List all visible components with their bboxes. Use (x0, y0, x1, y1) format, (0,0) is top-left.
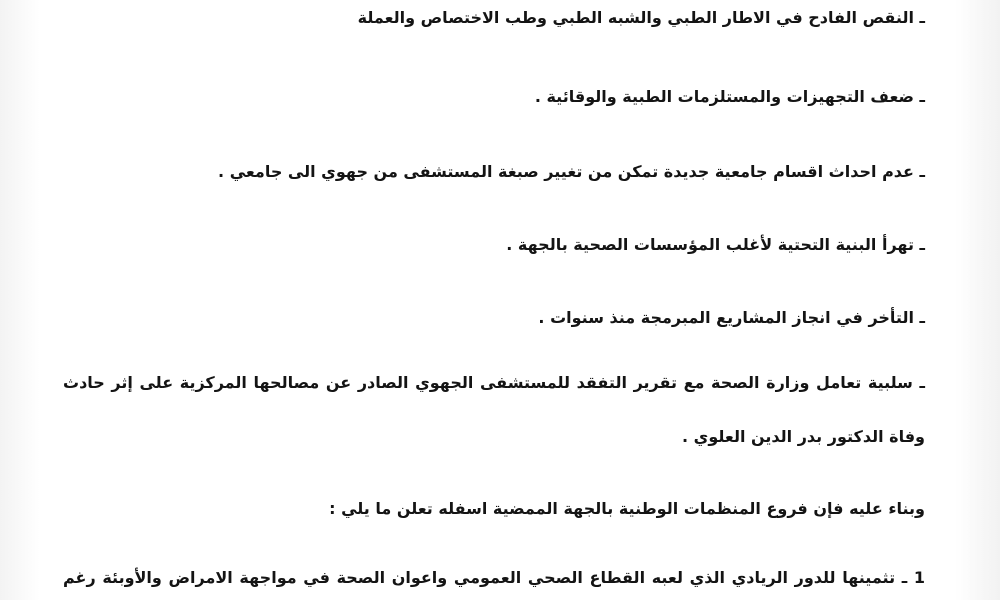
text-line-6: ـ سلبية تعامل وزارة الصحة مع تقرير التفقد للمستشفى الجهوي الصادر عن مصالحها المركزية على إثر حادث (63, 373, 925, 392)
text-line-7: وفاة الدكتور بدر الدين العلوي . (682, 427, 925, 446)
text-line-8: وبناء عليه فإن فروع المنظمات الوطنية بالجهة الممضية اسفله تعلن ما يلي : (329, 499, 925, 518)
text-line-5: ـ التأخر في انجاز المشاريع المبرمجة منذ سنوات . (538, 308, 925, 327)
text-line-9: 1 ـ تثمينها للدور الريادي الذي لعبه القطاع الصحي العمومي واعوان الصحة في مواجهة الامراض والأوبئة رغم (63, 568, 925, 587)
text-line-4: ـ تهرأ البنية التحتية لأغلب المؤسسات الصحية بالجهة . (506, 235, 925, 254)
text-line-3: ـ عدم احداث اقسام جامعية جديدة تمكن من تغيير صبغة المستشفى من جهوي الى جامعي . (218, 162, 925, 181)
text-line-1: ـ النقص الفادح في الاطار الطبي والشبه الطبي وطب الاختصاص والعملة (357, 8, 925, 27)
text-line-2: ـ ضعف التجهيزات والمستلزمات الطبية والوقائية . (534, 87, 925, 106)
